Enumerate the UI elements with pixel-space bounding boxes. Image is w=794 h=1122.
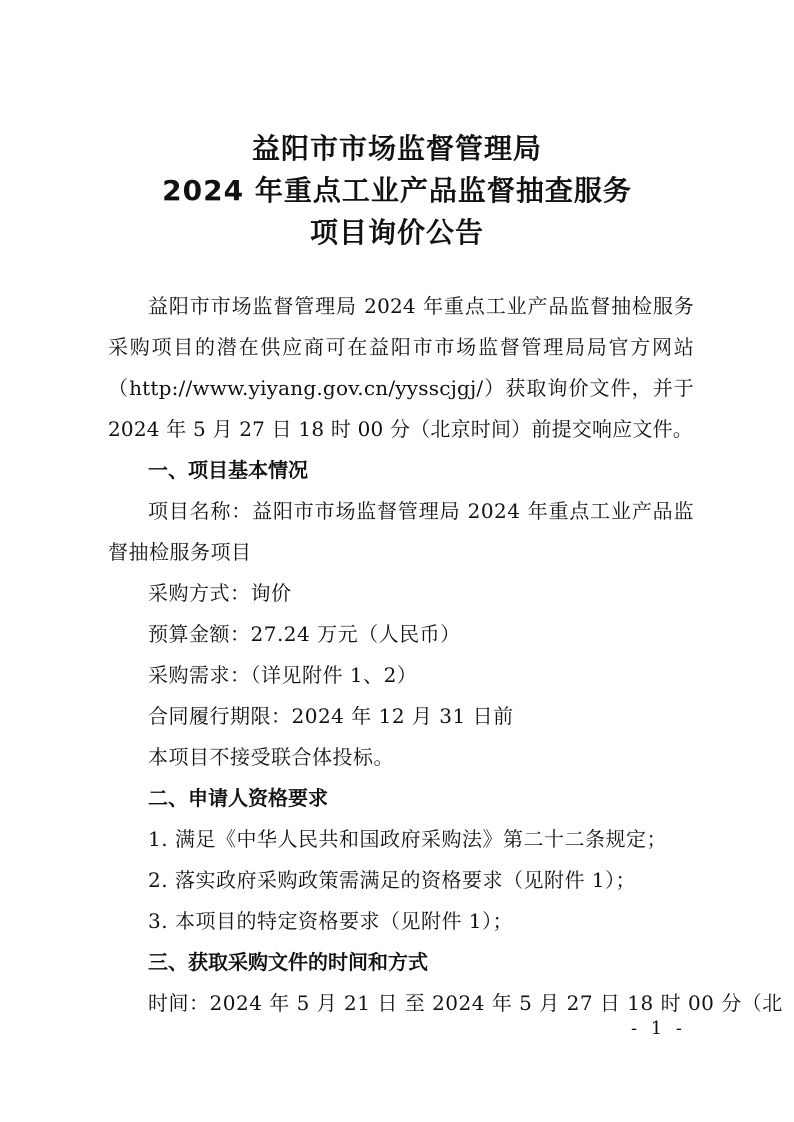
budget-amount: 预算金额：27.24 万元（人民币） <box>148 622 461 646</box>
section-2-heading: 二、申请人资格要求 <box>148 786 328 810</box>
section-3-heading: 三、获取采购文件的时间和方式 <box>148 950 428 974</box>
page-number: - 1 - <box>630 1018 686 1039</box>
qualification-item-1: 1. 满足《中华人民共和国政府采购法》第二十二条规定； <box>148 827 667 851</box>
procurement-method: 采购方式：询价 <box>148 581 292 605</box>
qualification-item-2: 2. 落实政府采购政策需满足的资格要求（见附件 1）； <box>148 868 637 892</box>
contract-period: 合同履行期限：2024 年 12 月 31 日前 <box>148 704 514 728</box>
title-line-2: 2024 年重点工业产品监督抽查服务 <box>162 174 632 207</box>
title-line-1: 益阳市市场监督管理局 <box>251 132 542 165</box>
section-1-heading: 一、项目基本情况 <box>148 458 308 482</box>
procurement-requirements: 采购需求：（详见附件 1、2） <box>148 663 418 687</box>
consortium-note: 本项目不接受联合体投标。 <box>148 745 394 769</box>
project-name: 项目名称：益阳市市场监督管理局 2024 年重点工业产品监督抽检服务项目 <box>108 499 694 564</box>
title-line-3: 项目询价公告 <box>309 216 484 249</box>
acquisition-time: 时间：2024 年 5 月 21 日 至 2024 年 5 月 27 日 18 时 00 分（北 <box>148 991 783 1015</box>
intro-paragraph: 益阳市市场监督管理局 2024 年重点工业产品监督抽检服务采购项目的潜在供应商可在益阳市市场监督管理局局官方网站（http://www.yiyang.gov.cn/yysscjgj/）获取询价文件，并于 2024 年 5 月 27 日 18 时 00 分（北京时间）前提交响应文件。 <box>108 294 694 441</box>
document-body <box>108 286 783 1024</box>
document-title <box>0 128 794 254</box>
qualification-item-3: 3. 本项目的特定资格要求（见附件 1）； <box>148 909 514 933</box>
